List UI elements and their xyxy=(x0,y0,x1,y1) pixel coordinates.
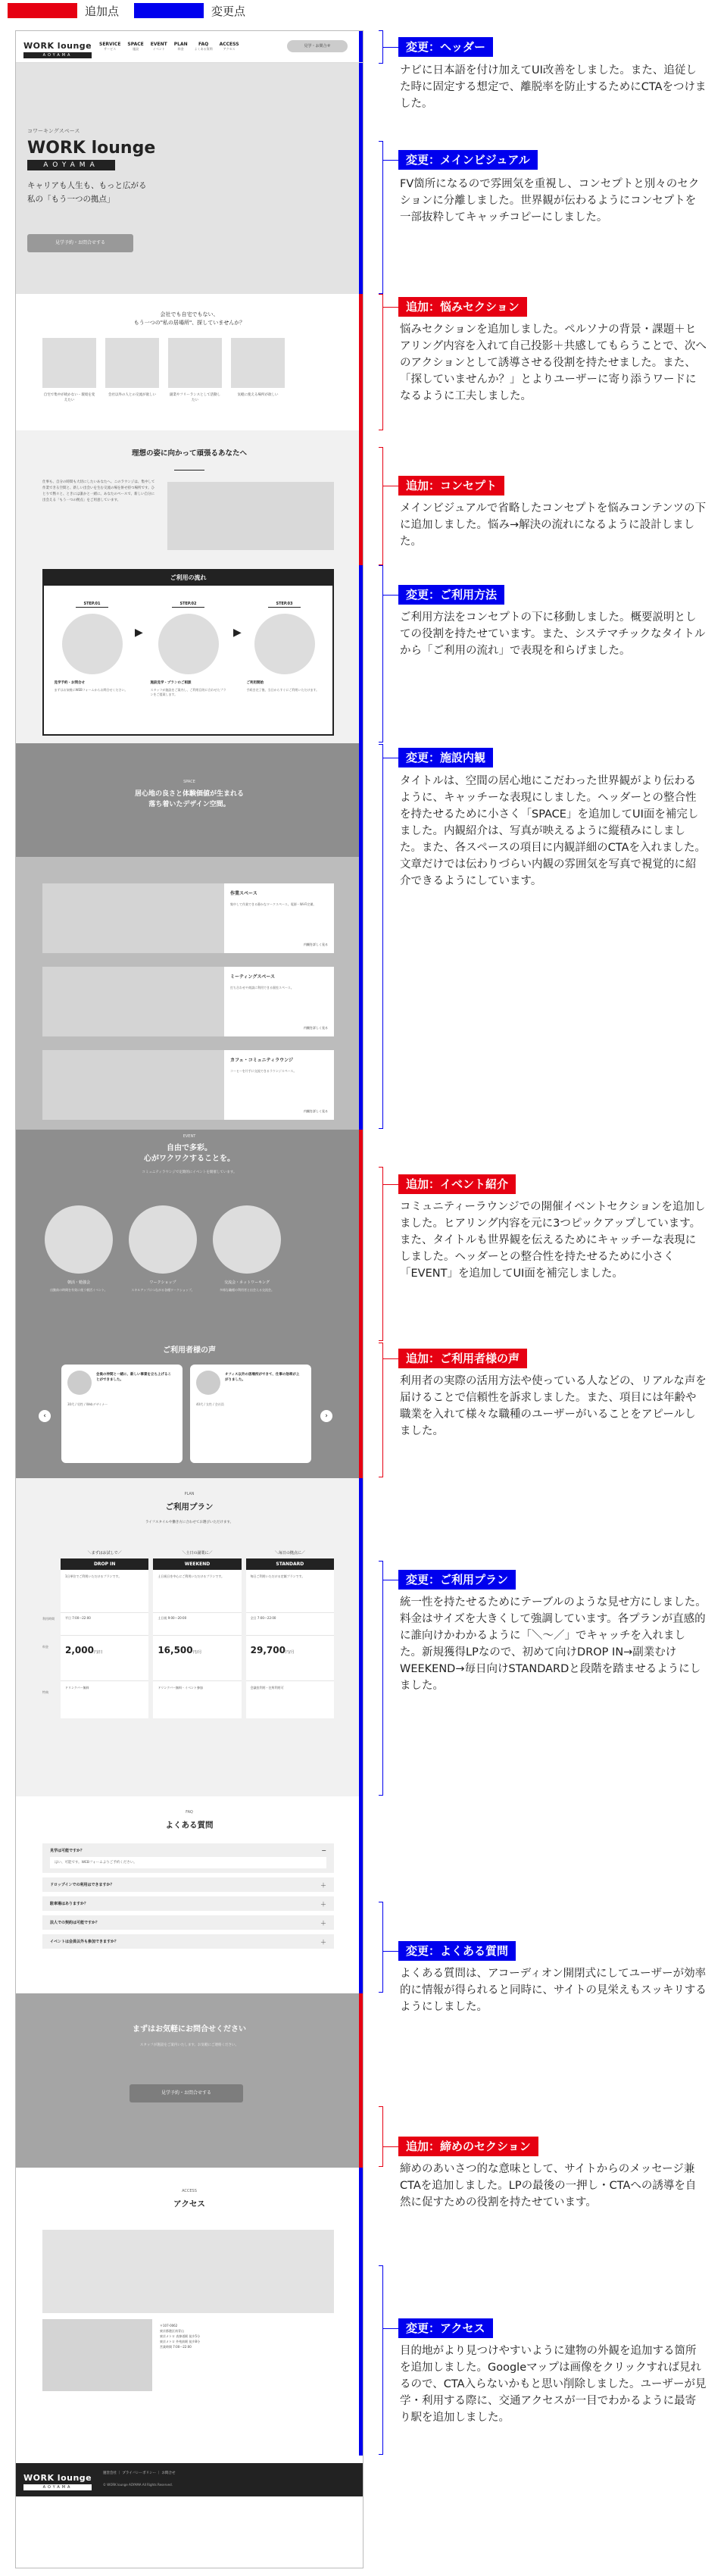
hero-cta-button[interactable]: 見学予約・お問合せする xyxy=(27,234,133,252)
plan-row-head: 料金 xyxy=(42,1645,48,1649)
plan-column xyxy=(246,1558,334,1718)
ann-bracket xyxy=(379,1561,383,1796)
space-detail-link[interactable]: 内観を詳しく見る xyxy=(304,1026,328,1030)
space-name: ミーティングスペース xyxy=(230,974,276,980)
flow-step-image xyxy=(62,614,123,674)
access-line: 東京メトロ 外苑前駅 徒歩8分 xyxy=(160,2340,201,2343)
flow-step xyxy=(151,593,226,697)
plan-catch: ＼まずはお試しで／ xyxy=(87,1551,122,1555)
plus-icon: ＋ xyxy=(320,1882,326,1889)
nav-space[interactable] xyxy=(127,42,143,52)
worry-image xyxy=(105,338,159,388)
change-marker xyxy=(359,1796,363,1993)
plan-row-head: 利用時間 xyxy=(42,1617,55,1621)
space-detail-link[interactable]: 内観を詳しく見る xyxy=(304,943,328,946)
space-row xyxy=(42,883,334,953)
legend xyxy=(8,0,245,21)
flow-steps xyxy=(44,593,332,697)
wf-concept xyxy=(16,430,363,565)
worry-text: 副業やフリーランスとして活動したい xyxy=(169,393,221,402)
plan-en: PLAN xyxy=(184,1492,195,1496)
ann-text-hero: FV箇所になるので雰囲気を重視し、コンセプトと別々のセクションに分離しました。世界観が伝わるようにコンセプトを一部抜粋してキャッチコピーにしました。 xyxy=(400,178,700,224)
worry-text: 会社以外の人との交流が欲しい xyxy=(108,393,156,397)
space-card xyxy=(224,883,334,953)
faq-item[interactable] xyxy=(42,1843,334,1873)
change-marker xyxy=(359,1478,363,1796)
wf-hero xyxy=(16,63,363,294)
plan-note: ドリンクバー無料・イベント参加 xyxy=(153,1680,241,1718)
worry-question-line: もう一つの"私の居場所"、探していませんか？ xyxy=(133,320,245,326)
logo-text: WORK lounge xyxy=(23,41,92,51)
plus-icon: ＋ xyxy=(320,1901,326,1908)
carousel-next-button[interactable]: › xyxy=(320,1410,332,1422)
flow-step-label: STEP.02 xyxy=(172,602,204,608)
space-card xyxy=(224,1050,334,1120)
space-row xyxy=(42,1050,334,1120)
concept-image xyxy=(167,482,334,550)
building-photo xyxy=(42,2319,152,2391)
hero-copy-line: キャリアも人生も、もっと広がる xyxy=(27,181,147,190)
ann-bracket xyxy=(379,2265,383,2455)
ann-label-voice: 追加：ご利用者様の声 xyxy=(398,1349,527,1368)
closing-lead: スタッフが施設をご案内いたします。お気軽にご連絡ください。 xyxy=(139,2043,239,2047)
access-line: 〒107-0062 xyxy=(160,2324,178,2327)
nav-plan[interactable] xyxy=(174,42,188,52)
logo-text: WORK lounge xyxy=(23,2473,92,2483)
nav-faq[interactable] xyxy=(195,42,213,52)
faq-question: 駐車場はありますか？ xyxy=(50,1902,89,1906)
ann-label-worry: 追加：悩みセクション xyxy=(398,297,527,317)
flow-step-title: 施設見学・プランのご相談 xyxy=(150,681,192,685)
event-desc: 出勤前の時間を有効に使う朝活イベント。 xyxy=(50,1288,108,1292)
faq-item[interactable] xyxy=(42,1915,334,1930)
event-title xyxy=(16,1143,363,1165)
logo-sub: AOYAMA xyxy=(23,52,92,58)
ann-text-closing: 締めのあいさつ的な意味として、サイトからのメッセージ兼CTAを追加しました。LPの最後の一押し・CTAへの誘導を自然に促すための役割を持たせています。 xyxy=(400,2163,697,2209)
avatar xyxy=(67,1371,92,1395)
legend-add xyxy=(8,0,119,21)
ann-bracket xyxy=(379,447,383,565)
ann-bracket xyxy=(379,294,383,430)
worry-text: 自宅で集中が続かない・環境を変えたい xyxy=(43,393,95,402)
add-marker xyxy=(359,1993,363,2168)
nav-en: EVENT xyxy=(150,42,167,47)
plan-price-value: 29,700 xyxy=(250,1645,285,1655)
ann-text-worry: 悩みセクションを追加しました。ペルソナの背景・課題＋ヒアリング内容を入れて自己投影＋共感してもらうことで、次へのアクションとして誘導させる役割を持たせました。また、「探していませんか？」とよりユーザーに寄り添うワードになるように工夫しました。 xyxy=(400,324,707,402)
voice-profile: 40代 / 女性 / 会社員 xyxy=(196,1402,224,1406)
plan-catch: ＼毎日の拠点に／ xyxy=(274,1551,305,1555)
plan-catches xyxy=(61,1550,334,1555)
worry-image xyxy=(231,338,285,388)
wf-header xyxy=(16,31,363,63)
nav-en: SPACE xyxy=(127,42,144,47)
nav-access[interactable] xyxy=(220,42,239,52)
flow-step xyxy=(247,593,323,697)
space-title-line: 落ち着いたデザイン空間。 xyxy=(148,801,230,808)
ann-label-header: 変更：ヘッダー xyxy=(398,37,493,57)
ann-connector xyxy=(383,1951,398,1952)
plan-note: 会議室利用・住所利用可 xyxy=(246,1680,334,1718)
flow-step-desc: スタッフが施設をご案内し、ご利用目的に合わせたプランをご提案します。 xyxy=(150,688,226,696)
faq-title: よくある質問 xyxy=(165,1821,214,1830)
access-en: ACCESS xyxy=(182,2189,197,2193)
worry-card xyxy=(231,338,285,403)
ann-label-concept: 追加：コンセプト xyxy=(398,476,504,496)
change-marker xyxy=(359,743,363,1130)
voice-quote: オフィス以外の居場所ができて、仕事の効率が上がりました。 xyxy=(225,1373,300,1382)
ann-label-space: 変更：施設内観 xyxy=(398,748,493,767)
plan-column xyxy=(61,1558,148,1718)
faq-question: イベントは会員以外も参加できますか？ xyxy=(50,1940,119,1944)
access-line: 営業時間 7:00〜22:00 xyxy=(160,2345,192,2349)
add-marker xyxy=(359,1342,363,1478)
flow-box xyxy=(42,569,334,736)
event-en: EVENT xyxy=(183,1134,196,1139)
plan-price xyxy=(153,1635,241,1680)
flow-step-title: 見学予約・お問合せ xyxy=(54,681,85,685)
wf-plan xyxy=(16,1478,363,1796)
event-item xyxy=(211,1205,283,1293)
add-marker xyxy=(359,1130,363,1342)
flow-step-image xyxy=(158,614,219,674)
plan-note: ドリンクバー無料 xyxy=(61,1680,148,1718)
event-image xyxy=(129,1205,197,1274)
ann-label-faq: 変更：よくある質問 xyxy=(398,1941,516,1961)
flow-step-desc: まずはお気軽にWEBフォームからお問合せください。 xyxy=(54,688,128,692)
ann-label-plan: 変更：ご利用プラン xyxy=(398,1570,516,1590)
access-title: アクセス xyxy=(173,2199,205,2209)
ann-bracket xyxy=(379,1902,383,1993)
legend-add-label: 追加点 xyxy=(85,4,120,18)
flow-step-label: STEP.01 xyxy=(76,602,108,608)
plan-name: DROP IN xyxy=(61,1558,148,1570)
worry-card xyxy=(105,338,159,403)
arrow-right-icon: ▶ xyxy=(135,627,143,639)
ann-bracket xyxy=(379,565,383,742)
plan-price xyxy=(61,1635,148,1680)
voice-card xyxy=(61,1365,183,1463)
nav-service[interactable] xyxy=(99,42,120,52)
worry-cards xyxy=(42,338,285,403)
plan-columns xyxy=(61,1558,334,1718)
space-desc: 集中して作業できる静かなワークスペース。電源・Wi-Fi完備。 xyxy=(230,902,317,906)
plus-icon: ＋ xyxy=(320,1939,326,1946)
flow-step xyxy=(55,593,130,697)
event-name: 交流会・ネットワーキング xyxy=(224,1280,270,1285)
concept-title-underline-wrap xyxy=(16,459,363,474)
space-title xyxy=(16,789,363,810)
ann-bracket xyxy=(379,744,383,1129)
wf-closing xyxy=(16,1993,363,2168)
logo-sub: AOYAMA xyxy=(23,2484,92,2490)
legend-change-label: 変更点 xyxy=(211,4,246,18)
worry-image xyxy=(42,338,96,388)
worry-card xyxy=(168,338,222,403)
footer-bar xyxy=(16,2463,363,2496)
event-item xyxy=(42,1205,115,1293)
worry-text: 気軽に使える場所が欲しい xyxy=(237,393,279,397)
legend-change xyxy=(134,0,245,21)
worry-card xyxy=(42,338,96,403)
plan-price-value: 2,000 xyxy=(65,1645,94,1655)
faq-question: 法人での契約は可能ですか？ xyxy=(50,1921,100,1925)
event-lead: コミュニティラウンジで定期的にイベントを開催しています。 xyxy=(142,1171,237,1174)
voice-cards xyxy=(61,1365,311,1463)
ann-text-faq: よくある質問は、アコーディオン開閉式にしてユーザーが効率的に情報が得られると同時に、サイトの見栄えもスッキリするようにしました。 xyxy=(400,1968,707,2013)
plan-catch: ＼土日の副業に／ xyxy=(182,1551,213,1555)
hero-category: コワーキングスペース xyxy=(27,128,80,134)
nav-ja: サービス xyxy=(104,47,117,51)
carousel-prev-button[interactable]: ‹ xyxy=(39,1410,51,1422)
footer-links[interactable]: 運営会社 ｜ プライバシーポリシー ｜ お問合せ xyxy=(103,2471,176,2475)
space-row xyxy=(42,967,334,1036)
space-desc: コーヒーを片手に交流できるラウンジスペース。 xyxy=(230,1069,297,1073)
change-marker xyxy=(359,63,363,294)
plan-desc: 毎日ご利用いただける定額プランです。 xyxy=(250,1574,305,1578)
nav-ja: よくある質問 xyxy=(194,47,213,51)
closing-cta-button[interactable]: 見学予約・お問合せする xyxy=(129,2084,243,2102)
nav-ja: イベント xyxy=(152,47,165,51)
event-items xyxy=(42,1205,283,1293)
nav-ja: アクセス xyxy=(223,47,236,51)
wf-voice xyxy=(16,1342,363,1478)
concept-body: 仕事も、自分の時間も大切にしたいあなたへ。このラウンジは、集中して作業できる空間と、新しい出会いを生む交流の場を併せ持つ場所です。ひとりで黙々と、ときには誰かと一緒に。あなたのペースで、新しい自分に出会える「もう一つの拠点」をご用意しています。 xyxy=(42,480,155,502)
plus-icon: ＋ xyxy=(320,1920,326,1927)
nav-event[interactable] xyxy=(151,42,167,52)
faq-item[interactable] xyxy=(42,1934,334,1949)
plan-price xyxy=(246,1635,334,1680)
wf-worry xyxy=(16,294,363,430)
nav-en: ACCESS xyxy=(219,42,239,47)
voice-quote: 会員の仲間と一緒に、新しい事業を立ち上げることができました。 xyxy=(96,1373,171,1382)
ann-bracket xyxy=(379,1343,383,1477)
event-image xyxy=(45,1205,113,1274)
plan-lead: ライフスタイルや働き方に合わせてお選びいただけます。 xyxy=(145,1521,234,1524)
plan-title: ご利用プラン xyxy=(165,1502,214,1512)
faq-en: FAQ xyxy=(186,1810,193,1815)
plan-price-unit: 円/日 xyxy=(93,1650,103,1655)
arrow-right-icon: ▶ xyxy=(233,627,242,639)
space-card xyxy=(224,967,334,1036)
plan-price-unit: 円/月 xyxy=(192,1650,202,1655)
ann-label-closing: 追加：締めのセクション xyxy=(398,2137,538,2156)
plan-row-head: 特典 xyxy=(42,1690,48,1694)
legend-add-swatch xyxy=(8,3,77,18)
wf-event xyxy=(16,1130,363,1342)
minus-icon: − xyxy=(321,1847,326,1854)
flow-heading: ご利用の流れ xyxy=(44,571,332,586)
event-desc: 多様な職種の利用者と出会える交流会。 xyxy=(220,1288,274,1292)
ann-text-flow: ご利用方法をコンセプトの下に移動しました。概要説明としての役割を持たせています。また、システマチックなタイトルから「ご利用の流れ」で表現を和らげました。 xyxy=(400,611,706,657)
space-en: SPACE xyxy=(183,780,195,784)
space-name: 作業スペース xyxy=(230,891,257,896)
ann-label-access: 変更：アクセス xyxy=(398,2318,493,2338)
event-title-line: 自由で多彩。 xyxy=(167,1144,212,1152)
ann-connector xyxy=(383,47,398,48)
event-title-line: 心がワクワクすることを。 xyxy=(144,1155,235,1163)
event-desc: スキルアップにつながる各種ワークショップ。 xyxy=(131,1288,195,1292)
ann-text-plan: 統一性を持たせるためにテーブルのような見せ方にしました。料金はサイズを大きくして強調しています。各プランが直感的に誰向けかわかるように「＼〜／」でキャッチを入れました。新規獲得LPなので、初めて向けDROP IN→副業むけWEEKEND→毎日向けSTANDARDと段階を踏ませるようにしました。 xyxy=(400,1596,707,1692)
avatar xyxy=(196,1371,220,1395)
footer-logo[interactable] xyxy=(23,2469,92,2490)
nav-en: FAQ xyxy=(198,42,209,47)
add-marker xyxy=(359,294,363,430)
header-cta-button[interactable]: 見学・お問合せ xyxy=(287,40,348,52)
voice-title: ご利用者様の声 xyxy=(163,1346,216,1355)
ann-connector xyxy=(383,1358,398,1359)
plan-hours: 全日 7:00〜22:00 xyxy=(246,1612,334,1635)
change-marker xyxy=(359,31,363,63)
event-name: ワークショップ xyxy=(149,1280,176,1285)
plan-desc: 1日単位でご利用いただけるプランです。 xyxy=(65,1574,122,1578)
plan-price-value: 16,500 xyxy=(158,1645,193,1655)
closing-title: まずはお気軽にお問合せください xyxy=(133,2025,246,2034)
ann-connector xyxy=(383,2146,398,2147)
hero-subtitle: AOYAMA xyxy=(27,160,115,170)
flow-step-title: ご利用開始 xyxy=(246,681,264,685)
hero-copy-line: 私の「もう一つの拠点」 xyxy=(27,195,115,204)
space-body xyxy=(16,857,363,1130)
ann-bracket xyxy=(379,141,383,294)
faq-answer: はい、可能です。WEBフォームよりご予約ください。 xyxy=(50,1857,326,1868)
nav-ja: 施設 xyxy=(133,47,139,51)
ann-connector xyxy=(383,2328,398,2329)
voice-card xyxy=(190,1365,311,1463)
plan-hours: 土日祝 9:00〜20:00 xyxy=(153,1612,241,1635)
faq-question: 見学は可能ですか？ xyxy=(50,1849,85,1853)
ann-text-event: コミュニティーラウンジでの開催イベントセクションを追加しました。ヒアリング内容を元に3つピックアップしています。また、タイトルも世界観を伝えるためにキャッチーな表現にしました。ヘッダーとの整合性を持たせるために小さく「EVENT」を追加してUI面を補完しました。 xyxy=(400,1201,706,1280)
wf-footer xyxy=(16,2456,363,2568)
wf-flow xyxy=(16,565,363,743)
add-marker xyxy=(359,430,363,565)
plan-name: STANDARD xyxy=(246,1558,334,1570)
wf-space xyxy=(16,743,363,1130)
access-info xyxy=(160,2323,334,2349)
concept-title: 理想の姿に向かって頑張るあなたへ xyxy=(131,449,247,458)
access-map-image xyxy=(42,2230,334,2313)
plan-table xyxy=(42,1550,334,1718)
wf-faq xyxy=(16,1796,363,1993)
hero-copy xyxy=(27,179,147,206)
ann-connector xyxy=(383,595,398,596)
ann-connector xyxy=(383,307,398,308)
nav-ja: 料金 xyxy=(177,47,184,51)
wireframe xyxy=(15,30,364,2568)
ann-text-access: 目的地がより見つけやすいように建物の外観を追加する箇所を追加しました。Googleマップは画像をクリックすれば見れるので、CTA入らないかもと思い削除しました。ユーザーが見学・利用する際に、交通アクセスが一目でわかるように最寄り駅を追加しました。 xyxy=(400,2345,707,2424)
space-detail-link[interactable]: 内観を詳しく見る xyxy=(304,1109,328,1113)
flow-step-label: STEP.03 xyxy=(268,602,300,608)
global-nav xyxy=(99,42,239,52)
worry-question-line: 会社でも自宅でもない、 xyxy=(160,311,219,317)
ann-label-hero: 変更：メインビジュアル xyxy=(398,150,538,170)
hero-title: WORK lounge xyxy=(27,139,156,158)
faq-list xyxy=(42,1843,334,1953)
space-name: カフェ・コミュニティラウンジ xyxy=(230,1058,293,1063)
change-marker xyxy=(359,565,363,743)
ann-connector xyxy=(383,160,398,161)
event-name: 朝活・勉強会 xyxy=(67,1280,90,1285)
plan-price-unit: 円/月 xyxy=(285,1650,295,1655)
nav-en: SERVICE xyxy=(99,42,121,47)
ann-label-event: 追加：イベント紹介 xyxy=(398,1174,516,1194)
ann-bracket xyxy=(379,1167,383,1341)
plan-name: WEEKEND xyxy=(153,1558,241,1570)
plan-desc: 土日祝日を中心にご利用いただけるプランです。 xyxy=(158,1574,225,1578)
nav-en: PLAN xyxy=(173,42,188,47)
plan-hours: 平日 7:00〜22:00 xyxy=(61,1612,148,1635)
legend-change-swatch xyxy=(134,3,204,18)
ann-text-header: ナビに日本語を付け加えてUI改善をしました。また、追従した時に固定する想定で、離脱率を防止するためにCTAをつけました。 xyxy=(400,64,707,110)
ann-bracket xyxy=(379,2106,383,2167)
voice-profile: 30代 / 男性 / Webデザイナー xyxy=(67,1402,108,1406)
faq-question: ドロップインでの利用はできますか？ xyxy=(50,1883,114,1887)
change-marker xyxy=(359,2168,363,2456)
access-line: 東京メトロ 表参道駅 徒歩5分 xyxy=(160,2334,201,2338)
event-image xyxy=(213,1205,281,1274)
ann-text-concept: メインビジュアルで省略したコンセプトを悩みコンテンツの下に追加しました。悩み→解決の流れになるように設計しました。 xyxy=(400,502,707,548)
faq-item[interactable] xyxy=(42,1877,334,1892)
ann-text-space: タイトルは、空間の居心地にこだわった世界観がより伝わるように、キャッチーな表現にしました。ヘッダーとの整合性を持たせるために小さく「SPACE」を追加してUI面を補完しました。内観紹介は、写真が映えるように縦積みにしました。また、各スペースの項目に内観詳細のCTAを入れました。文章だけでは伝わりづらい内観の雰囲気を写真で視覚的に紹介できるようにしています。 xyxy=(400,775,707,887)
worry-image xyxy=(168,338,222,388)
ann-connector xyxy=(383,1184,398,1185)
space-desc: 打ち合わせや商談に利用できる個室スペース。 xyxy=(230,986,294,989)
flow-step-image xyxy=(254,614,315,674)
worry-question xyxy=(16,311,363,327)
ann-label-flow: 変更：ご利用方法 xyxy=(398,585,504,605)
footer-copyright: © WORK lounge AOYAMA All Rights Reserved. xyxy=(103,2483,173,2487)
space-title-line: 居心地の良さと体験価値が生まれる xyxy=(134,790,244,798)
flow-step-desc: 手続き完了後、当日からすぐにご利用いただけます。 xyxy=(246,688,320,692)
access-line: 東京都港区南青山 xyxy=(160,2329,184,2333)
plan-column xyxy=(153,1558,241,1718)
wf-access xyxy=(16,2168,363,2456)
site-logo[interactable] xyxy=(23,37,92,58)
annotations xyxy=(364,0,727,2576)
ann-text-voice: 利用者の実際の活用方法や使っている人などの、リアルな声を届けることで信頼性を訴求しました。また、項目には年齢や職業を入れて様々な職種のユーザーがいることをアピールしました。 xyxy=(400,1375,707,1437)
faq-item[interactable] xyxy=(42,1896,334,1911)
event-item xyxy=(126,1205,199,1293)
